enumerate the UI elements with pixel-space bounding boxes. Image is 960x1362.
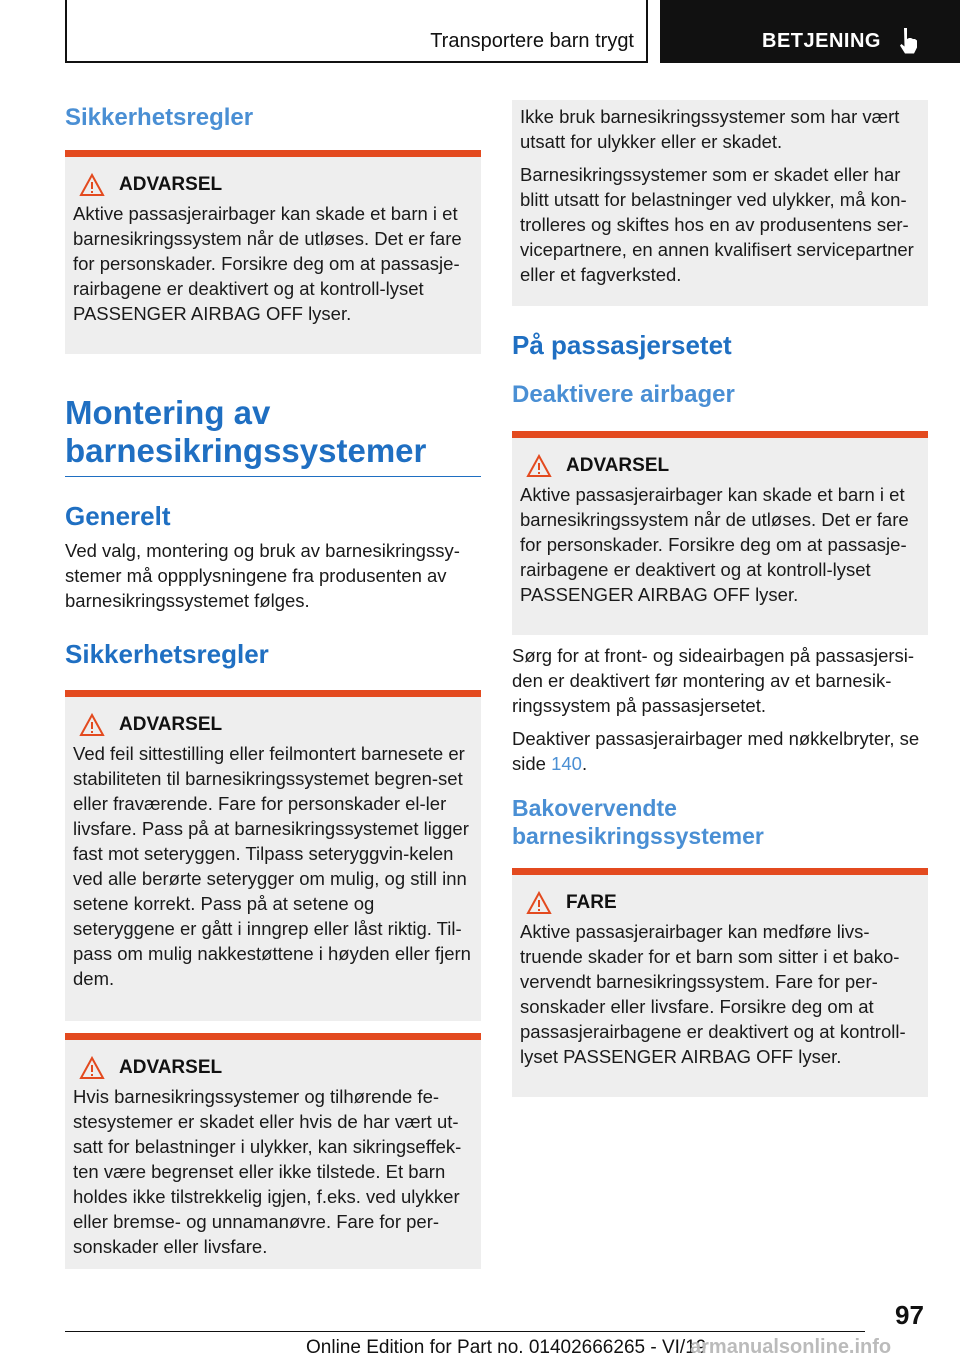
warning-triangle-icon (526, 891, 552, 915)
header-chapter-label: BETJENING (762, 30, 881, 52)
footer-edition: Online Edition for Part no. 01402666265 - VI/19 (306, 1337, 707, 1358)
page-number: 97 (895, 1300, 924, 1330)
warning-text: Aktive passasjerairbager kan skade et barn i et barnesikringssystem når de utløses. Det er fare for personskader. Forsikre deg om at passasje-rairbagene er deaktivert og at kontroll-lyset PASSENGER AIRBAG OFF lyser. (520, 484, 909, 605)
section-heading-sikkerhetsregler: Sikkerhetsregler (65, 104, 254, 131)
paragraph-keyswitch-text: Deaktiver passasjerairbager med nøkkelbryter, se side (512, 728, 920, 774)
danger-title: FARE (566, 892, 617, 913)
header-section-box (65, 0, 648, 63)
paragraph-keyswitch-end: . (581, 753, 588, 774)
warning-title: ADVARSEL (566, 455, 670, 476)
right-column (512, 100, 928, 1097)
warning-text: Hvis barnesikringssystemer og tilhørende fe-stesystemer er skadet eller hvis de har vært ut-satt for belastninger i ulykker, kan sikringseffek-ten være begrenset eller ikke tilstede. Et barn holdes ikke tilstrekkelig igjen, f.eks. ved ulykker eller bremse- og unnamanøvre. Fare for per-sonskader eller livsfare. (73, 1086, 462, 1257)
warning-title: ADVARSEL (119, 1057, 223, 1078)
chapter-heading: Montering av barnesikringssystemer (65, 394, 427, 469)
warning-title: ADVARSEL (119, 714, 223, 735)
paragraph-generelt: Ved valg, montering og bruk av barnesikringssy-stemer må oppplysningene fra produsenten av barnesikringssystemet følges. (65, 540, 460, 611)
section-heading-deaktivere: Deaktivere airbager (512, 381, 735, 408)
left-column (65, 100, 481, 1269)
warning-title: ADVARSEL (119, 174, 223, 195)
footer-rule (65, 1331, 865, 1332)
warning-box (65, 690, 481, 1021)
danger-box (512, 868, 928, 1097)
danger-text: Aktive passasjerairbager kan medføre livs-truende skader for et barn som sitter i et bako-vervendt barnesikringssystem. Fare for per-sonskader eller livsfare. Forsikre deg om at passasjerairbagene er deaktivert og at kontroll-lyset PASSENGER AIRBAG OFF lyser. (520, 921, 906, 1067)
warning-triangle-icon (79, 1056, 105, 1080)
paragraph-keyswitch (512, 726, 928, 776)
watermark: armanualsonline.info (690, 1336, 892, 1358)
page-reference-link[interactable]: 140 (551, 753, 582, 774)
warning-box (65, 150, 481, 354)
warning-text: Ved feil sittestilling eller feilmontert barnesete er stabiliteten til barnesikringssystemet begren-set eller fraværende. Fare for personskader el-ler livsfare. Pass på at barnesikringssystemet ligger fast mot seteryggen. Tilpass seteryggvin-kelen ved alle berørte seterygger om mulig, og still inn setene korrekt. Pass på at setene og seteryggene er gått i inngrep eller låst riktig. Til-pass om mulig nakkestøttene i høyden eller fjern dem. (73, 743, 471, 989)
warning-triangle-icon (79, 173, 105, 197)
warning-box (65, 1033, 481, 1269)
paragraph-airbag: Sørg for at front- og sideairbagen på passasjersi-den er deaktivert før montering av et barnesik-ringssystem på passasjersetet. (512, 645, 915, 716)
hand-pointer-icon (896, 26, 922, 54)
note-box (512, 100, 928, 306)
warning-text: Aktive passasjerairbager kan skade et barn i et barnesikringssystem når de utløses. Det er fare for personskader. Forsikre deg om at passasje-rairbagene er deaktivert og at kontroll-lyset PASSENGER AIRBAG OFF lyser. (73, 203, 462, 324)
note-paragraph: Barnesikringssystemer som er skadet eller har blitt utsatt for belastninger ved ulykker, må kon-trolleres og skiftes hos en av produsentens ser-vicepartnere, en annen kvalifisert servicepartner eller et fagverksted. (520, 164, 914, 285)
subheading-passasjersetet: På passasjersetet (512, 330, 732, 360)
warning-box (512, 431, 928, 635)
heading-rule (65, 476, 481, 477)
note-paragraph: Ikke bruk barnesikringssystemer som har vært utsatt for ulykker eller er skadet. (520, 106, 900, 152)
warning-triangle-icon (526, 454, 552, 478)
warning-triangle-icon (79, 713, 105, 737)
header-section-title: Transportere barn trygt (430, 30, 634, 52)
section-heading-bakovervendte: Bakovervendte barnesikringssystemer (512, 795, 764, 849)
header-chapter-tab (660, 0, 960, 63)
subheading-generelt: Generelt (65, 501, 171, 531)
subheading-sikkerhetsregler: Sikkerhetsregler (65, 639, 269, 669)
